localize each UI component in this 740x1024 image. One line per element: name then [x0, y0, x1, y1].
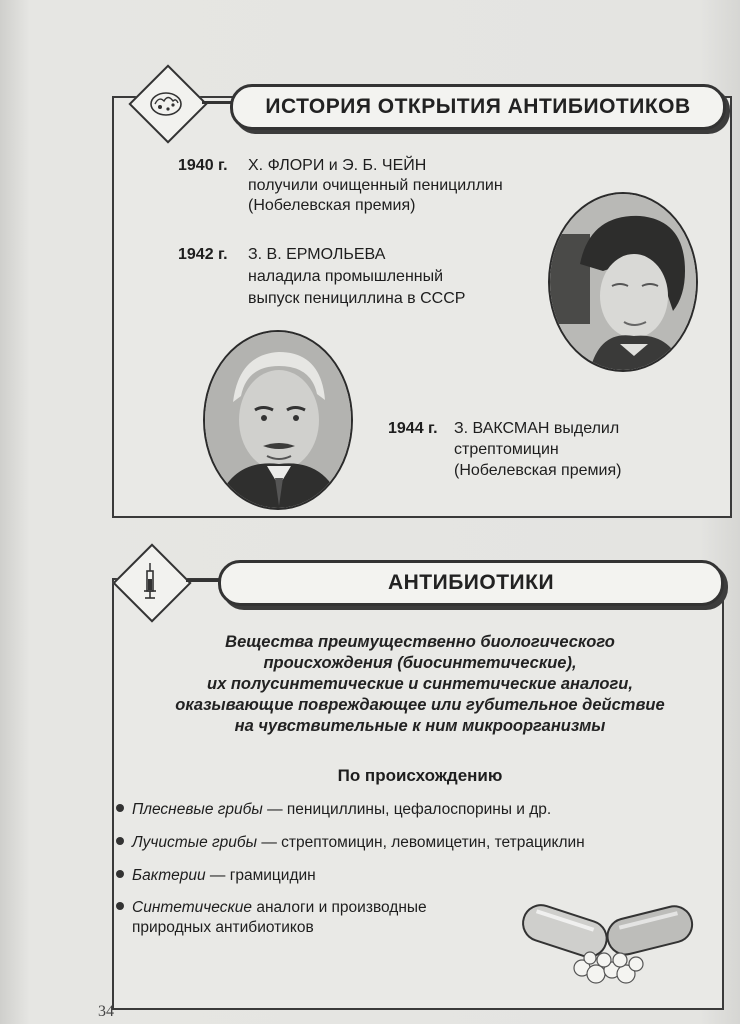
definition-line: на чувствительные к ним микроорганизмы: [234, 717, 606, 735]
portrait-waksman: [203, 330, 353, 510]
list-item: [116, 833, 585, 853]
portrait-ermolyeva: [548, 192, 698, 372]
entry-year: 1942 г.: [178, 246, 228, 263]
item-text: — пенициллины, цефалоспорины и др.: [262, 801, 552, 818]
entry-line: З. ВАКСМАН выделил: [454, 420, 620, 437]
item-text: аналоги и производные: [252, 899, 427, 916]
definition-line: происхождения (биосинтетические),: [263, 654, 577, 672]
entry-line: наладила промышленный: [248, 268, 444, 285]
antibiotics-title-connector: [186, 579, 222, 582]
entry-line: Х. ФЛОРИ и Э. Б. ЧЕЙН: [248, 157, 427, 174]
definition-line: их полусинтетические и синтетические аналоги,: [207, 675, 633, 693]
entry-line: (Нобелевская премия): [454, 462, 622, 479]
antibiotics-definition: [120, 632, 720, 737]
entry-year: 1940 г.: [178, 157, 228, 174]
syringe-icon: [120, 551, 180, 611]
antibiotics-section-title: АНТИБИОТИКИ: [218, 560, 724, 606]
item-text-continued: природных антибиотиков: [132, 919, 314, 936]
entry-line: стрептомицин: [454, 441, 559, 458]
page-number: 34: [98, 1003, 114, 1020]
definition-line: оказывающие повреждающее или губительное действие: [175, 696, 665, 714]
list-item: [116, 800, 551, 820]
item-term: Синтетические: [132, 899, 253, 916]
history-section-title: ИСТОРИЯ ОТКРЫТИЯ АНТИБИОТИКОВ: [230, 84, 726, 130]
list-item: [116, 866, 316, 886]
entry-line: З. В. ЕРМОЛЬЕВА: [248, 246, 386, 263]
item-text: — грамицидин: [205, 867, 316, 884]
item-text: — стрептомицин, левомицетин, тетрациклин: [257, 834, 585, 851]
item-term: Лучистые грибы: [132, 834, 258, 851]
capsule-illustration: [512, 890, 702, 990]
item-term: Бактерии: [132, 867, 206, 884]
entry-line: получили очищенный пенициллин: [248, 177, 503, 194]
item-term: Плесневые грибы: [132, 801, 263, 818]
bullet-dot: [116, 837, 124, 845]
bullet-dot: [116, 870, 124, 878]
list-item: [116, 898, 427, 938]
entry-line: выпуск пенициллина в СССР: [248, 290, 466, 307]
origin-subheading: По происхождению: [337, 766, 503, 785]
bullet-dot: [116, 804, 124, 812]
entry-line: (Нобелевская премия): [248, 197, 416, 214]
history-title-connector: [202, 101, 232, 104]
entry-year: 1944 г.: [388, 420, 438, 437]
mold-culture-icon: [136, 72, 196, 132]
definition-line: Вещества преимущественно биологического: [225, 633, 615, 651]
bullet-dot: [116, 902, 124, 910]
